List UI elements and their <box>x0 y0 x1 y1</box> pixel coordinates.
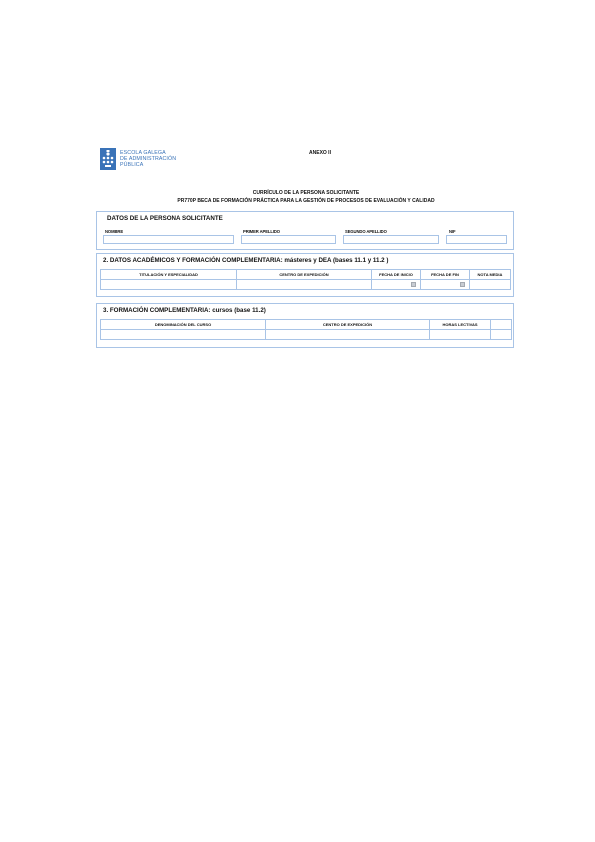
table-row <box>101 280 511 290</box>
field-label-nombre: NOMBRE <box>105 229 124 234</box>
table-row <box>101 330 512 340</box>
document-subtitle: PR770P BECA DE FORMACIÓN PRÁCTICA PARA LA GESTIÓN DE PROCESOS DE EVALUACIÓN Y CALIDAD <box>177 198 435 204</box>
column-header: TITULACIÓN Y ESPECIALIDAD <box>101 270 237 280</box>
calendar-icon[interactable] <box>411 282 416 287</box>
table-header-row <box>101 270 511 280</box>
egap-logo <box>100 148 176 170</box>
column-header: FECHA DE INICIO <box>372 270 421 280</box>
centro-cell[interactable] <box>266 330 430 340</box>
extra-cell[interactable] <box>491 330 512 340</box>
fecha-fin-cell[interactable] <box>421 280 470 290</box>
primer-apellido-field[interactable] <box>241 235 336 244</box>
column-header: FECHA DE FIN <box>421 270 470 280</box>
nombre-field[interactable] <box>103 235 234 244</box>
academic-data-section <box>96 253 514 297</box>
nota-media-cell[interactable] <box>470 280 511 290</box>
complementary-training-section <box>96 303 514 348</box>
column-header: HORAS LECTIVAS <box>430 320 491 330</box>
centro-cell[interactable] <box>237 280 372 290</box>
column-header: NOTA MEDIA <box>470 270 511 280</box>
fecha-inicio-cell[interactable] <box>372 280 421 290</box>
field-label-segundo-apellido: SEGUNDO APELLIDO <box>345 229 387 234</box>
horas-cell[interactable] <box>430 330 491 340</box>
section-title: 2. DATOS ACADÉMICOS Y FORMACIÓN COMPLEMENTARIA: másteres y DEA (bases 11.1 y 11.2 ) <box>103 257 389 264</box>
calendar-icon[interactable] <box>460 282 465 287</box>
column-header: DENOMINACIÓN DEL CURSO <box>101 320 266 330</box>
titulacion-cell[interactable] <box>101 280 237 290</box>
column-header: CENTRO DE EXPEDICIÓN <box>266 320 430 330</box>
table-header-row <box>101 320 512 330</box>
applicant-data-section <box>96 211 514 250</box>
galicia-crest-icon <box>100 148 116 170</box>
annex-label: ANEXO II <box>309 150 331 156</box>
academic-table <box>100 269 511 290</box>
section-title: DATOS DE LA PERSONA SOLICITANTE <box>107 215 223 222</box>
denominacion-cell[interactable] <box>101 330 266 340</box>
logo-text: ESCOLA GALEGA DE ADMINISTRACIÓN PÚBLICA <box>120 150 177 168</box>
field-label-primer-apellido: PRIMER APELLIDO <box>243 229 280 234</box>
section-title: 3. FORMACIÓN COMPLEMENTARIA: cursos (base 11.2) <box>103 307 266 314</box>
column-header: CENTRO DE EXPEDICIÓN <box>237 270 372 280</box>
document-title: CURRÍCULO DE LA PERSONA SOLICITANTE <box>252 190 360 196</box>
courses-table <box>100 319 512 340</box>
nif-field[interactable] <box>446 235 507 244</box>
column-header <box>491 320 512 330</box>
segundo-apellido-field[interactable] <box>343 235 439 244</box>
field-label-nif: NIF <box>449 229 456 234</box>
